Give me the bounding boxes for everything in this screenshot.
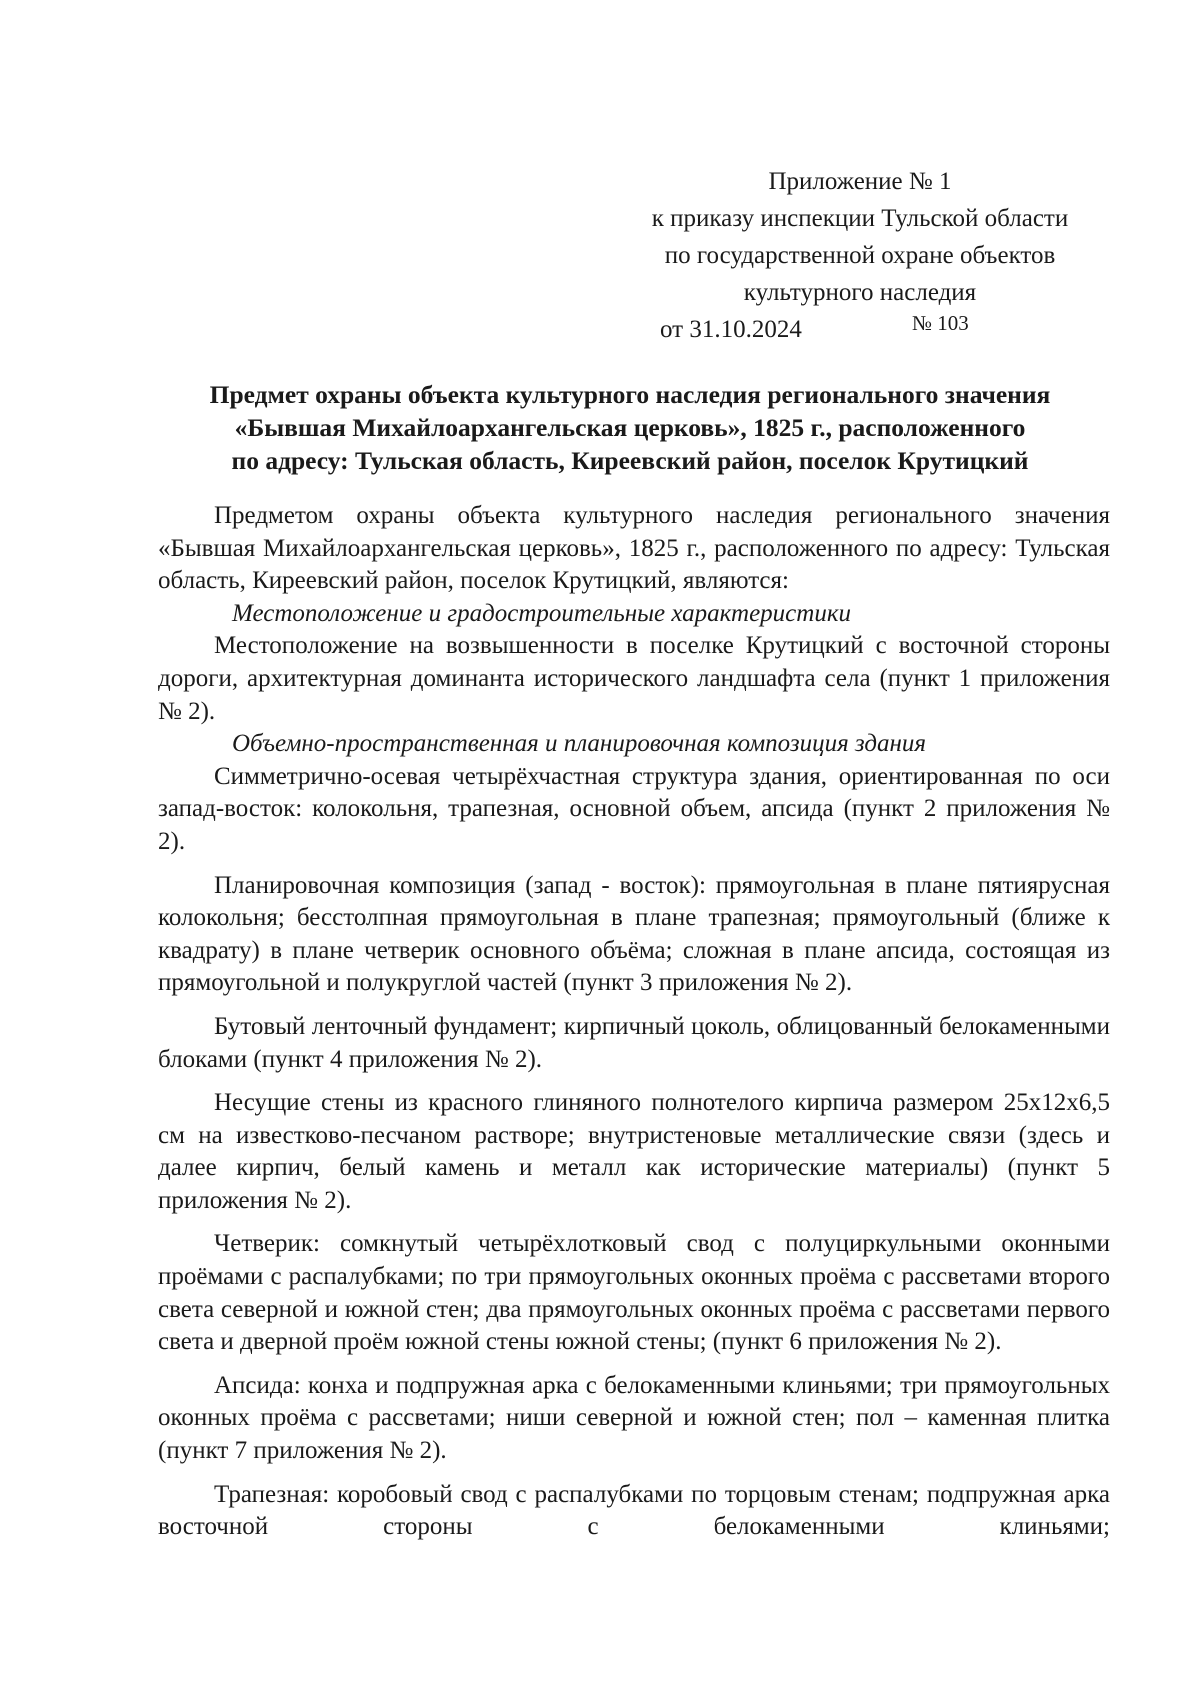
order-reference-line: к приказу инспекции Тульской области [651, 205, 1069, 232]
order-date-line [600, 311, 1120, 348]
document-body [158, 500, 1110, 1544]
body-paragraph: Несущие стены из красного глиняного полнотелого кирпича размером 25х12х6,5 см на известково-песчаном растворе; внутристеновые металлические связи (здесь и далее кирпич, белый камень и металл как исторические материалы) (пункт 5 приложения № 2). [158, 1089, 1110, 1214]
body-paragraph: Планировочная композиция (запад - восток): прямоугольная в плане пятиярусная колокольня; бесстолпная прямоугольная в плане трапезная; прямоугольный (ближе к квадрату) в плане четверик основного объёма; сложная в плане апсида, состоящая из прямоугольной и полукруглой частей (пункт 3 приложения № 2). [158, 871, 1110, 997]
title-line: «Бывшая Михайлоархангельская церковь», 1825 г., расположенного [234, 413, 1026, 442]
body-paragraph: Четверик: сомкнутый четырёхлотковый свод с полуциркульными оконными проёмами с распалубками; по три прямоугольных оконных проёма с рассветами второго света северной и южной стен; два прямоугольных оконных проёма с рассветами первого света и дверной проём южной стены южной стены; (пункт 6 приложения № 2). [158, 1230, 1110, 1356]
order-number: № 103 [912, 311, 969, 335]
appendix-number: Приложение № 1 [768, 168, 952, 195]
appendix-header [600, 163, 1120, 348]
document-title [150, 378, 1110, 477]
body-paragraph: Апсида: конха и подпружная арка с белокаменными клиньями; три прямоугольных оконных проёма с рассветами; ниши северной и южной стен; пол – каменная плитка (пункт 7 приложения № 2). [158, 1371, 1110, 1465]
order-date: от 31.10.2024 [660, 316, 802, 343]
body-paragraph: Трапезная: коробовый свод с распалубками по торцовым стенам; подпружная арка восточной стороны с белокаменными клиньями; [158, 1480, 1110, 1541]
section-subheading: Объемно-пространственная и планировочная композиция здания [232, 730, 927, 758]
section-subheading: Местоположение и градостроительные характеристики [232, 599, 852, 627]
order-reference-line: по государственной охране объектов [664, 242, 1056, 269]
body-paragraph: Симметрично-осевая четырёхчастная структура здания, ориентированная по оси запад-восток: колокольня, трапезная, основной объем, апсида (пункт 2 приложения № 2). [158, 762, 1110, 855]
intro-paragraph: Предметом охраны объекта культурного наследия регионального значения «Бывшая Михайлоархангельская церковь», 1825 г., расположенного по адресу: Тульская область, Киреевский район, поселок Крутицкий, являются: [158, 502, 1110, 595]
body-paragraph: Местоположение на возвышенности в поселке Крутицкий с восточной стороны дороги, архитектурная доминанта исторического ландшафта села (пункт 1 приложения № 2). [158, 632, 1110, 725]
order-reference-line: культурного наследия [743, 279, 977, 306]
body-paragraph: Бутовый ленточный фундамент; кирпичный цоколь, облицованный белокаменными блоками (пункт 4 приложения № 2). [158, 1012, 1110, 1073]
title-line: по адресу: Тульская область, Киреевский район, поселок Крутицкий [231, 446, 1029, 475]
title-line: Предмет охраны объекта культурного наследия регионального значения [209, 380, 1051, 409]
